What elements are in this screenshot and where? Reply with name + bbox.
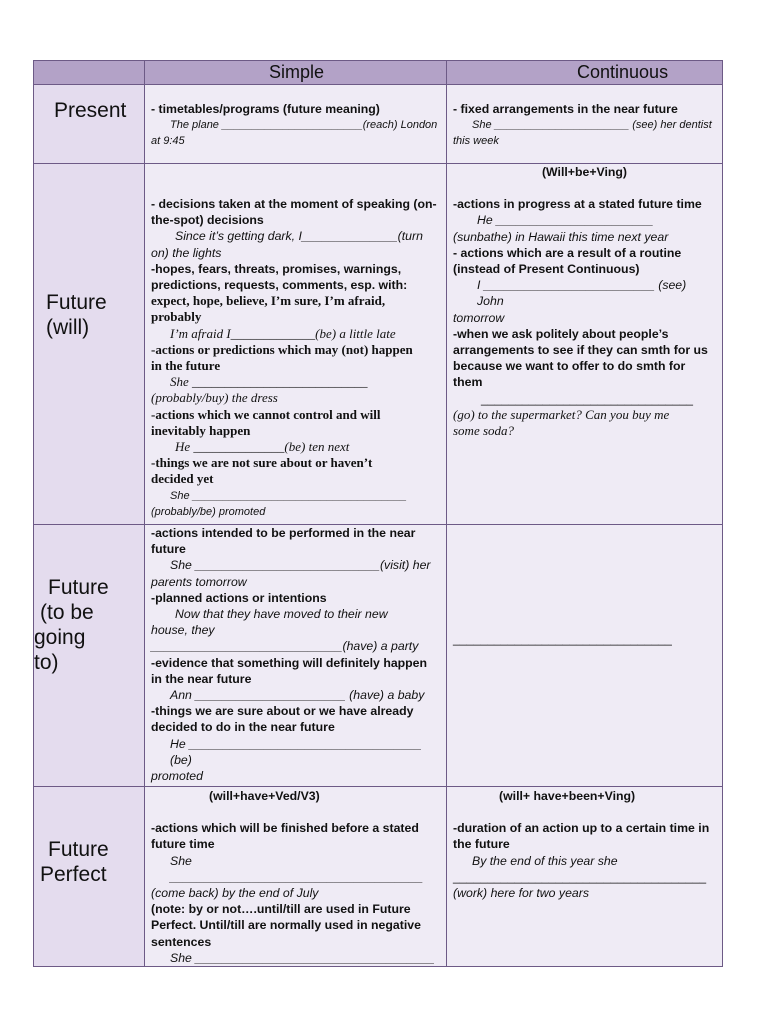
- row-future-going-to: [34, 525, 723, 787]
- tenses-table: [33, 60, 723, 967]
- row-label-future-perfect: Future Perfect: [34, 787, 145, 967]
- row-label-present: Present: [34, 85, 145, 164]
- row-future-will: [34, 164, 723, 525]
- row-label-future-will: Future (will): [34, 164, 145, 525]
- will-simple-cell: - decisions taken at the moment of speaking (on- the-spot) decisions Since it’s getting dark, I______________(turn on) the lights -hopes, fears, threats, promises, warnings, predictions, requests, comments, esp. with: expect, hope, believe, I’m sure, I’m afraid, probably I’m afraid I_____________(be) a little late -actions or predictions which may (not) happen in the future She ___________________________ (probably/buy) the dress -actions which we cannot control and will inevitably happen He ______________(be) ten next -things we are not sure about or haven’t decided yet She ___________________________________ (probably/be) promoted: [145, 164, 447, 525]
- going-simple-cell: -actions intended to be performed in the near future She ___________________________(visit) her parents tomorrow -planned actions or intentions Now that they have moved to their new house, they ____________________________(have) a party -evidence that something will definitely happen in the near future Ann ______________________ (have) a baby -things we are sure about or we have already decided to do in the near future He __________________________________ (be) promoted: [145, 525, 447, 787]
- going-continuous-blank: ________________________________: [453, 632, 672, 646]
- perfect-simple-cell: (will+have+Ved/V3) -actions which will be finished before a stated future time She _____________________________________ (come back) by the end of July (note: by or not….until/till are used in Future Perfect. Until/till are normally used in negative sentences She ___________________________________: [145, 787, 447, 967]
- present-simple-cell: - timetables/programs (future meaning) The plane _______________________(reach) London at 9:45: [145, 85, 447, 164]
- going-continuous-cell: [447, 525, 723, 787]
- header-corner: [34, 61, 145, 85]
- row-future-perfect: [34, 787, 723, 967]
- will-continuous-cell: (Will+be+Ving) -actions in progress at a stated future time He _______________________ (sunbathe) in Hawaii this time next year - actions which are a result of a routine (instead of Present Continuous) I _________________________ (see) John tomorrow -when we ask politely about people’s arrangements to see if they can smth for us because we want to offer to do smth for them _______________________________ (go) to the supermarket? Can you buy me some soda?: [447, 164, 723, 525]
- row-present: [34, 85, 723, 164]
- row-label-future-going-to: Future (to be going to): [34, 525, 145, 787]
- header-continuous: Continuous: [447, 61, 723, 85]
- header-row: [34, 61, 723, 85]
- perfect-continuous-cell: (will+ have+been+Ving) -duration of an action up to a certain time in the future By the end of this year she _____________________________________ (work) here for two years: [447, 787, 723, 967]
- present-continuous-cell: - fixed arrangements in the near future She ______________________ (see) her dentist this week: [447, 85, 723, 164]
- header-simple: Simple: [145, 61, 447, 85]
